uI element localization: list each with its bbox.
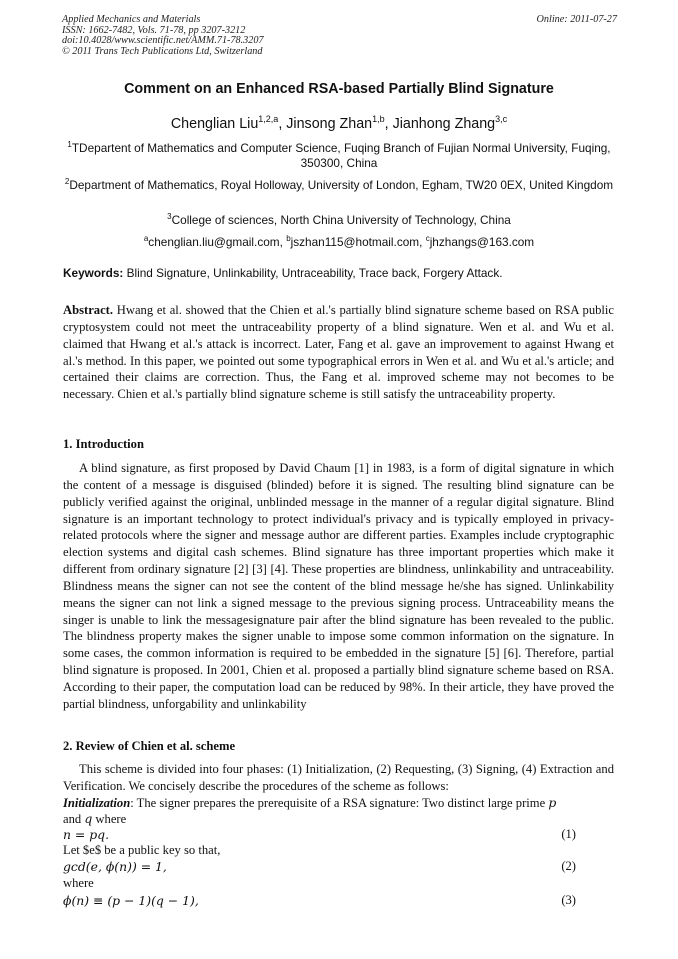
author-sup: 1,b — [372, 114, 385, 124]
author-name: Jinsong Zhan — [286, 115, 373, 132]
abstract-label: Abstract. — [63, 303, 114, 317]
email-link[interactable]: chenglian.liu@gmail.com — [148, 234, 280, 249]
initialization-label: Initialization — [63, 796, 131, 810]
introduction-paragraph: A blind signature, as first proposed by David Chaum [1] in 1983, is a form of digital signature in which the content of a message is disguised (blinded) before it is signed. The resulting blind signature can be publicly verified against the original, unblinded message in the manner of a regular digital signature. Blind signature is an important technology to protect individual's privacy and is typically employed in privacy-related protocols where the signer and message author are different parties. Examples include cryptographic election systems and digital cash schemes. Blind signature has three important properties which make it different from ordinary signature [2] [3] [4]. These properties are blindness, unlinkability and untraceability. Blindness means the signer can not see the content of the blind message he/she has signed. Unlinkability means the signer can not link a signed message to the previous signing process. Untraceability means the singer is unable to link the messagesignature pair after the blind signature has been revealed to the public. The blindness property makes the signer unable to impose some common information on the signature. In some cases, the common information is required to be embedded in the signature [5] [6]. Therefore, partial blind signature is proposed. In 2001, Chien et al. proposed a partially blind signature scheme based on RSA. According to their paper, the computation load can be reduced by 98%. In their article, they have proved the partial blindness, unforgability and unlinkability — [63, 461, 614, 711]
keywords-label: Keywords: — [63, 266, 124, 280]
initialization-line-2: and q where — [63, 811, 127, 826]
equation-3-body: ϕ(n) ≡ (p − 1)(q − 1), — [63, 893, 199, 908]
journal-name: Applied Mechanics and Materials — [62, 14, 201, 25]
section-heading-introduction: 1. Introduction — [63, 437, 144, 451]
equation-3 — [63, 893, 614, 909]
abstract — [63, 302, 614, 403]
journal-header — [62, 15, 617, 57]
paper-title: Comment on an Enhanced RSA-based Partially Blind Signature — [124, 81, 554, 97]
copyright-line: © 2011 Trans Tech Publications Ltd, Switzerland — [62, 45, 263, 57]
keywords — [63, 266, 618, 280]
author-name: Jianhong Zhang — [392, 115, 496, 132]
initialization-line: Initialization: The signer prepares the prerequisite of a RSA signature: Two distinct large prime p — [63, 795, 557, 810]
email-link[interactable]: jhzhangs@163.com — [429, 234, 535, 249]
where-line: where — [63, 876, 94, 890]
author-list: Chenglian Liu$^{1,2,a}$, Jinsong Zhan$^{1,b}$, Jianhong Zhang$^{3,c}$ — [170, 114, 508, 132]
equation-2 — [63, 859, 614, 875]
affiliation-3: $^3$College of sciences, North China University of Technology, China — [167, 212, 511, 227]
equation-1 — [63, 827, 614, 843]
equation-2-number: (2) — [561, 859, 576, 873]
affiliation-1: $^1$TDepartent of Mathematics and Computer Science, Fuqing Branch of Fujian Normal University, Fuqing, 350300, China — [67, 140, 611, 171]
issn-line: ISSN: 1662-7482, Vols. 71-78, pp 3207-3212 — [62, 24, 246, 36]
online-date: Online: 2011-07-27 — [536, 14, 617, 25]
review-intro-paragraph: This scheme is divided into four phases: (1) Initialization, (2) Requesting, (3) Signing, (4) Extraction and Verification. We concisely describe the procedures of the scheme as follows: — [63, 762, 614, 793]
doi-line: doi:10.4028/www.scientific.net/AMM.71-78.3207 — [62, 35, 264, 47]
author-sup: 3,c — [495, 114, 508, 124]
abstract-text: Hwang et al. showed that the Chien et al.'s partially blind signature scheme based on RSA public cryptosystem could not meet the untraceability property of a blind signature. Wen et al. and Wu et al. claimed that Hwang et al.'s attack is incorrect. Later, Fang et al. gave an improvement to against Hwang et al.'s method. In this paper, we pointed out some typographical errors in Wen et al. and Wu et al.'s article; and certained their claims are correction. Thus, the Fang et al. improved scheme may not becomes to be necessary. Chien et al.'s partially blind signature scheme is still satisfy the untraceability property. — [63, 303, 614, 402]
author-name: Chenglian Liu — [170, 115, 259, 132]
equation-1-number: (1) — [561, 827, 576, 841]
email-link[interactable]: jszhan115@hotmail.com — [290, 234, 420, 249]
author-sup: 1,2,a — [258, 114, 279, 124]
email-list: $^a$chenglian.liu@gmail.com, $^b$jszhan115@hotmail.com, $^c$jhzhangs@163.com — [143, 234, 535, 249]
keywords-text: Blind Signature, Unlinkability, Untraceability, Trace back, Forgery Attack. — [123, 266, 503, 280]
equation-1-body: n = pq. — [63, 827, 110, 842]
equation-3-number: (3) — [561, 893, 576, 907]
affiliation-2: $^2$Department of Mathematics, Royal Holloway, University of London, Egham, TW20 0EX, United Kingdom — [64, 177, 614, 192]
public-key-line: Let $e$ be a public key so that, — [63, 843, 221, 857]
equation-2-body: gcd(e, ϕ(n)) = 1, — [63, 859, 167, 874]
section-heading-review: 2. Review of Chien et al. scheme — [63, 739, 236, 753]
